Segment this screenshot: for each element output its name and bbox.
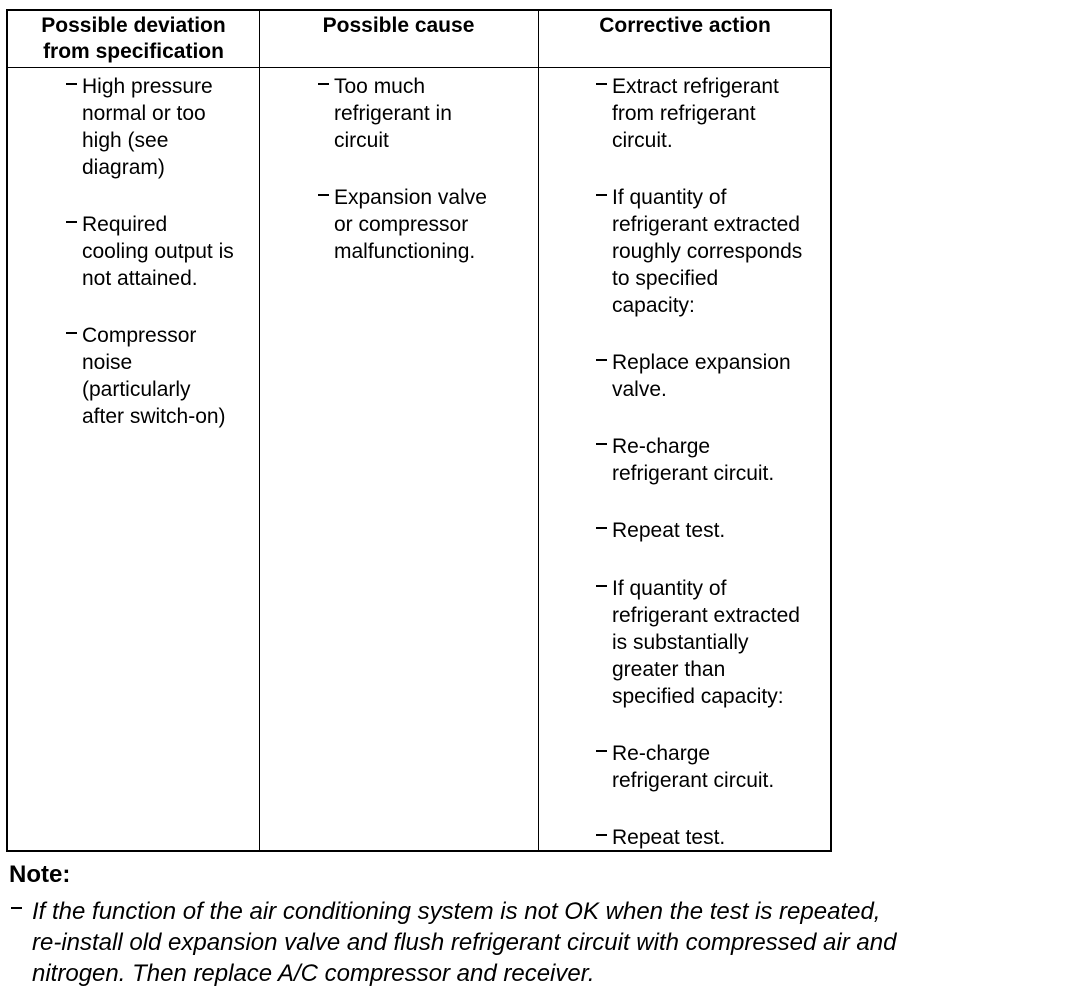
dash-bullet xyxy=(318,194,329,196)
action-item: If quantity of refrigerant extracted is substantially greater than specified capacity: xyxy=(612,575,800,710)
action-item: Re-charge refrigerant circuit. xyxy=(612,740,774,794)
deviation-item: Compressor noise (particularly after switch-on) xyxy=(82,322,226,430)
dash-bullet xyxy=(318,83,329,85)
dash-bullet xyxy=(11,907,22,909)
action-item: If quantity of refrigerant extracted roughly corresponds to specified capacity: xyxy=(612,184,802,319)
action-item: Extract refrigerant from refrigerant circuit. xyxy=(612,73,779,154)
column-divider xyxy=(259,11,260,850)
dash-bullet xyxy=(66,83,77,85)
dash-bullet xyxy=(596,585,607,587)
action-item: Repeat test. xyxy=(612,824,725,851)
dash-bullet xyxy=(596,527,607,529)
header-action: Corrective action xyxy=(599,14,771,37)
dash-bullet xyxy=(66,332,77,334)
dash-bullet xyxy=(66,221,77,223)
dash-bullet xyxy=(596,443,607,445)
dash-bullet xyxy=(596,359,607,361)
dash-bullet xyxy=(596,750,607,752)
header-cause: Possible cause xyxy=(322,14,475,37)
dash-bullet xyxy=(596,834,607,836)
header-divider xyxy=(8,67,830,68)
deviation-item: High pressure normal or too high (see diagram) xyxy=(82,73,213,181)
deviation-item: Required cooling output is not attained. xyxy=(82,211,234,292)
column-divider xyxy=(538,11,539,850)
action-item: Replace expansion valve. xyxy=(612,349,791,403)
cause-item: Too much refrigerant in circuit xyxy=(334,73,452,154)
cause-item: Expansion valve or compressor malfunctioning. xyxy=(334,184,487,265)
header-deviation: Possible deviation from specification xyxy=(41,14,226,63)
dash-bullet xyxy=(596,194,607,196)
note-text: If the function of the air conditioning system is not OK when the test is repeated, re-install old expansion valve and flush refrigerant circuit with compressed air and nitrogen. Then replace A/C compressor and receiver. xyxy=(32,898,897,987)
diagnosis-table xyxy=(6,9,832,852)
dash-bullet xyxy=(596,83,607,85)
action-item: Repeat test. xyxy=(612,517,725,544)
note-title: Note: xyxy=(9,861,71,888)
action-item: Re-charge refrigerant circuit. xyxy=(612,433,774,487)
